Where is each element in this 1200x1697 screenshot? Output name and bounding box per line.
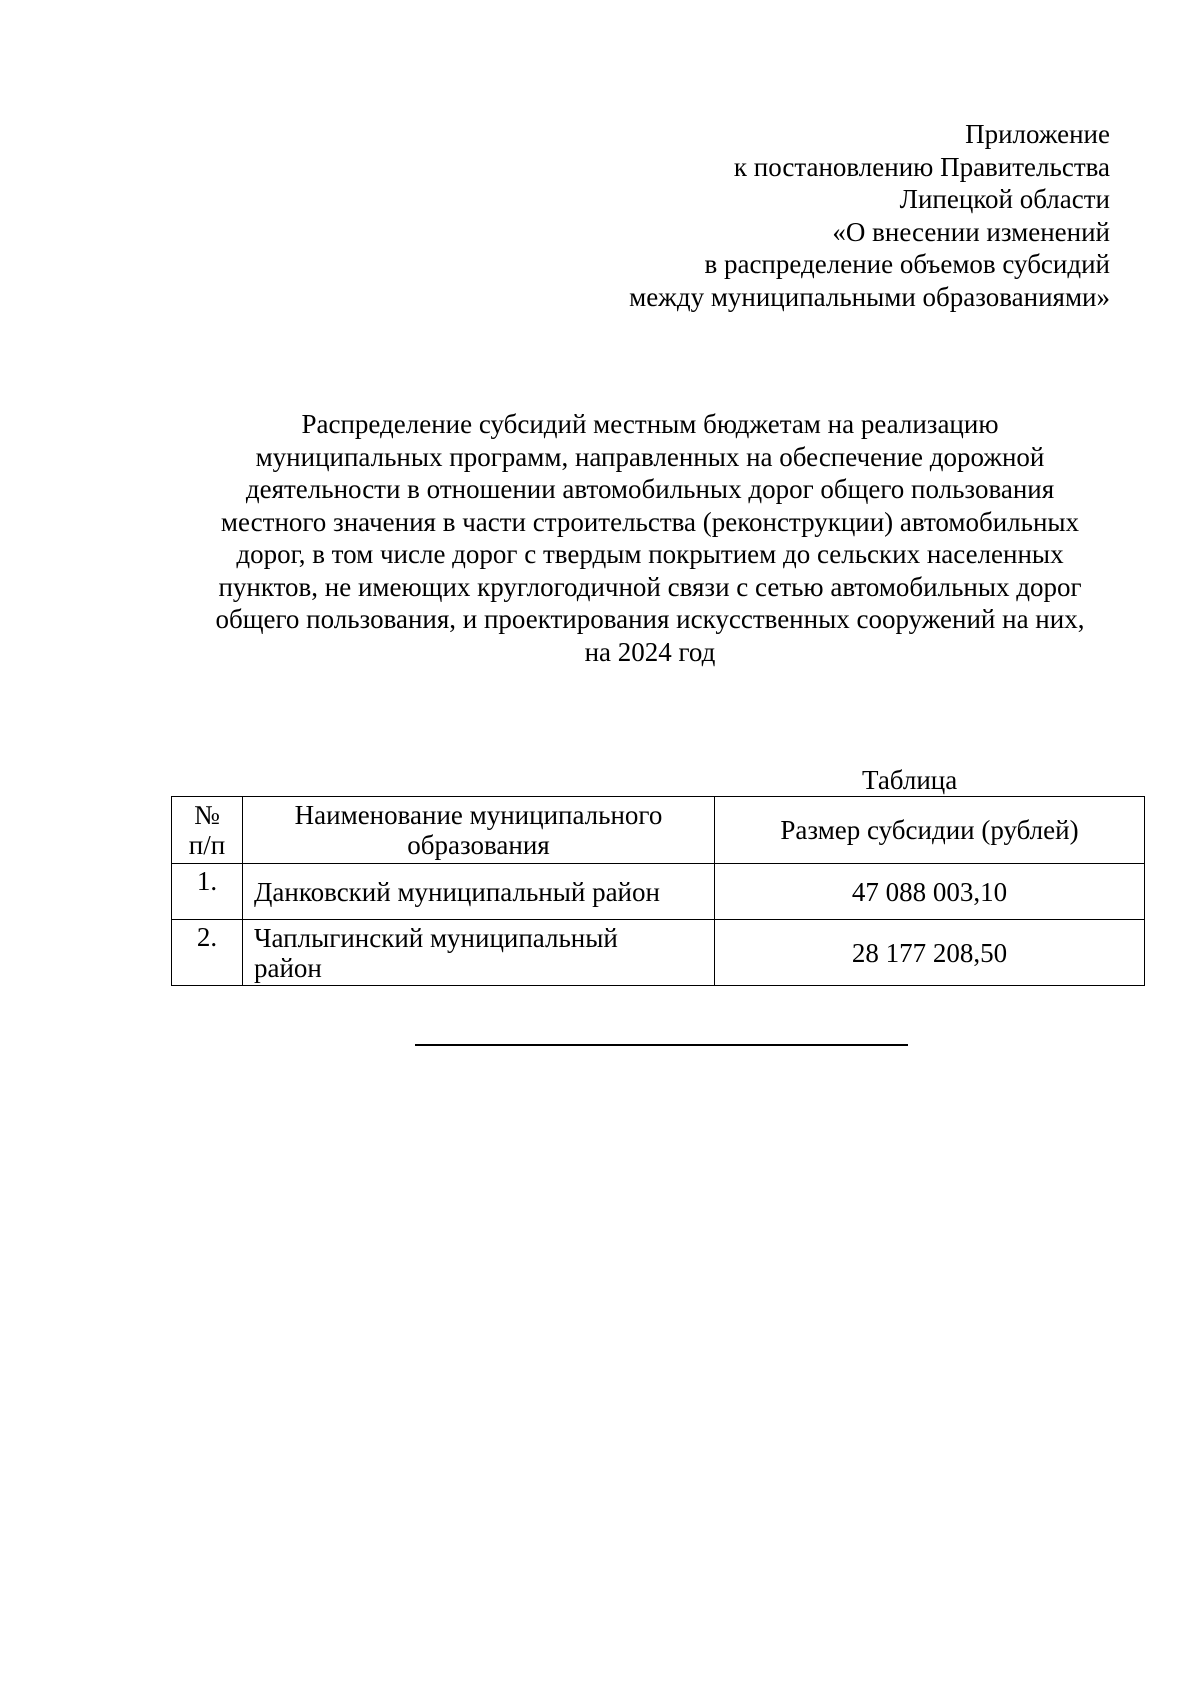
title-line: местного значения в части строительства (реконструкции) автомобильных	[220, 506, 1080, 537]
table-header-row	[172, 797, 1145, 864]
appendix-line: Липецкой области	[899, 184, 1110, 214]
appendix-line: Приложение	[965, 119, 1110, 149]
title-line: общего пользования, и проектирования искусственных сооружений на них,	[215, 604, 1085, 634]
table-row	[172, 920, 1145, 986]
row-municipality	[243, 864, 715, 920]
title-line: деятельности в отношении автомобильных дорог общего пользования	[245, 474, 1055, 504]
title-line: на 2024 год	[584, 636, 716, 667]
row-subsidy-amount: 47 088 003,10	[715, 864, 1145, 920]
header-municipality	[243, 797, 715, 864]
header-subsidy-amount: Размер субсидии (рублей)	[715, 797, 1145, 864]
header-municipality-line: образования	[407, 830, 550, 860]
closing-divider-line	[415, 1044, 908, 1046]
header-number-line: п/п	[188, 830, 226, 860]
row-subsidy-amount: 28 177 208,50	[715, 920, 1145, 986]
row-number: 2.	[172, 920, 243, 986]
row-municipality-line: Чаплыгинский муниципальный	[254, 922, 618, 953]
row-municipality	[243, 920, 715, 986]
header-number	[172, 797, 243, 864]
document-title	[180, 408, 1120, 668]
row-number: 1.	[172, 864, 243, 920]
row-municipality-line: район	[254, 952, 322, 983]
appendix-block	[629, 118, 1110, 313]
table-row	[172, 864, 1145, 920]
header-municipality-line: Наименование муниципального	[294, 800, 663, 830]
row-municipality-line: Данковский муниципальный район	[254, 876, 660, 907]
title-line: дорог, в том числе дорог с твердым покрытием до сельских населенных	[236, 539, 1064, 569]
table-caption: Таблица	[862, 765, 958, 795]
appendix-line: к постановлению Правительства	[733, 151, 1110, 182]
appendix-line: «О внесении изменений	[832, 216, 1110, 247]
title-line: пунктов, не имеющих круглогодичной связи с сетью автомобильных дорог	[218, 571, 1082, 602]
subsidy-table	[171, 796, 1145, 986]
appendix-line: между муниципальными образованиями»	[629, 281, 1110, 312]
header-number-line: №	[194, 800, 220, 830]
title-line: Распределение субсидий местным бюджетам на реализацию	[301, 409, 999, 439]
title-line: муниципальных программ, направленных на обеспечение дорожной	[255, 441, 1045, 472]
appendix-line: в распределение объемов субсидий	[704, 249, 1110, 279]
